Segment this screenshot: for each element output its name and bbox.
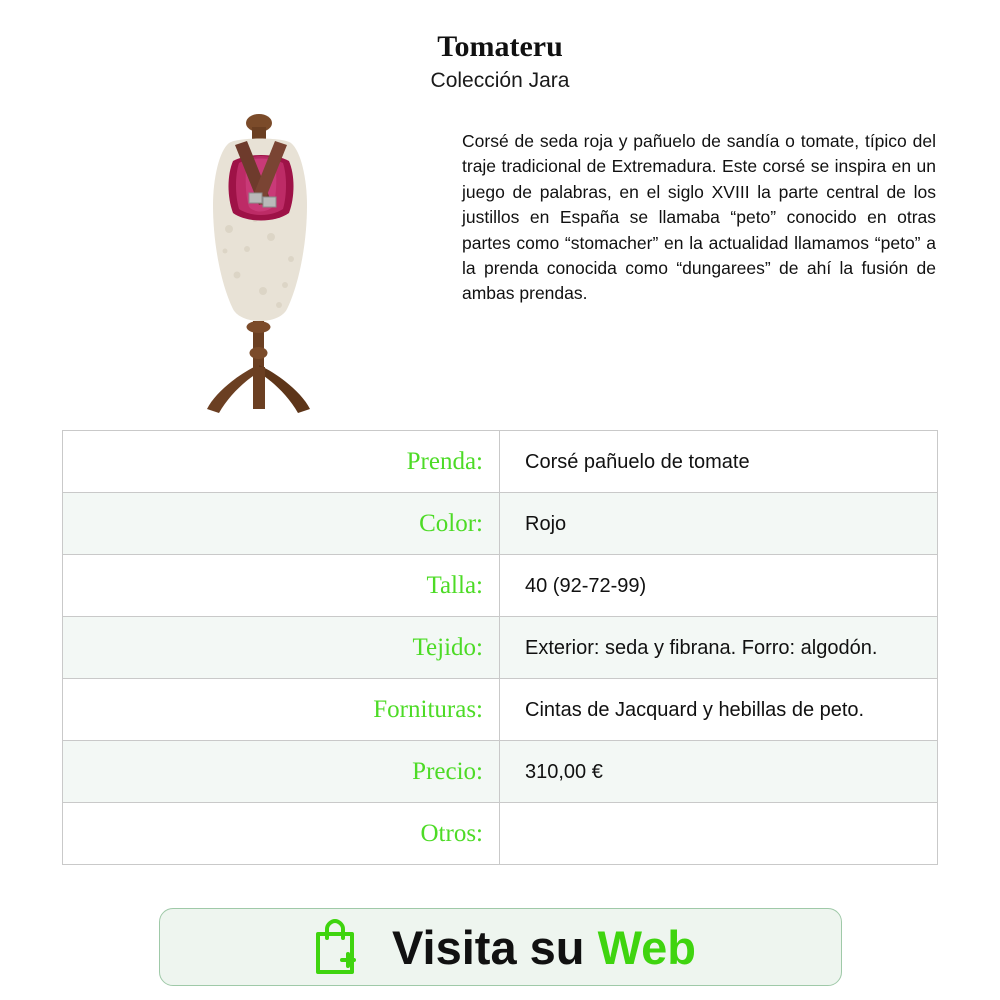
- page-subtitle: Colección Jara: [430, 69, 570, 92]
- row-label: Fornituras:: [63, 679, 500, 740]
- row-label: Otros:: [63, 803, 500, 864]
- row-value: 40 (92-72-99): [525, 574, 647, 597]
- table-row: [63, 741, 937, 803]
- page-title: Tomateru: [437, 30, 563, 63]
- table-row: [63, 803, 937, 865]
- page-header: [0, 0, 1000, 93]
- row-value: [500, 803, 937, 864]
- cta-label-highlight: Web: [597, 920, 696, 974]
- row-label: Color:: [63, 493, 500, 554]
- row-label: Prenda:: [63, 431, 500, 492]
- cta-container: [0, 908, 1000, 986]
- row-value: 310,00 €: [525, 760, 603, 783]
- cta-label-text: Visita su: [392, 920, 598, 974]
- row-label: Precio:: [63, 741, 500, 802]
- table-row: [63, 555, 937, 617]
- cta-label: [392, 920, 696, 975]
- row-value: Exterior: seda y fibrana. Forro: algodón.: [525, 636, 878, 659]
- row-label: Talla:: [63, 555, 500, 616]
- table-row: [63, 679, 937, 741]
- product-description: Corsé de seda roja y pañuelo de sandía o tomate, típico del traje tradicional de Extremadura. Este corsé se inspira en un juego de palabras, en el siglo XVIII la parte central de los justillos en España se llamaba “peto” conocido en otras partes como “stomacher” en la actualidad llamamos “peto” a la prenda conocida como “dungarees” de ahí la fusión de ambas prendas.: [462, 131, 936, 304]
- visit-website-button[interactable]: [159, 908, 842, 986]
- row-value: Rojo: [525, 512, 567, 535]
- row-value: Corsé pañuelo de tomate: [525, 450, 750, 473]
- row-value: Cintas de Jacquard y hebillas de peto.: [525, 698, 865, 721]
- shopping-bag-plus-icon: [304, 916, 366, 978]
- row-label: Tejido:: [63, 617, 500, 678]
- product-overview: [0, 93, 1000, 405]
- table-row: [63, 617, 937, 679]
- table-row: [63, 493, 937, 555]
- product-details-table: [62, 430, 938, 865]
- table-row: [63, 431, 937, 493]
- dress-form-mannequin-icon: [167, 109, 357, 419]
- product-image: [62, 105, 462, 405]
